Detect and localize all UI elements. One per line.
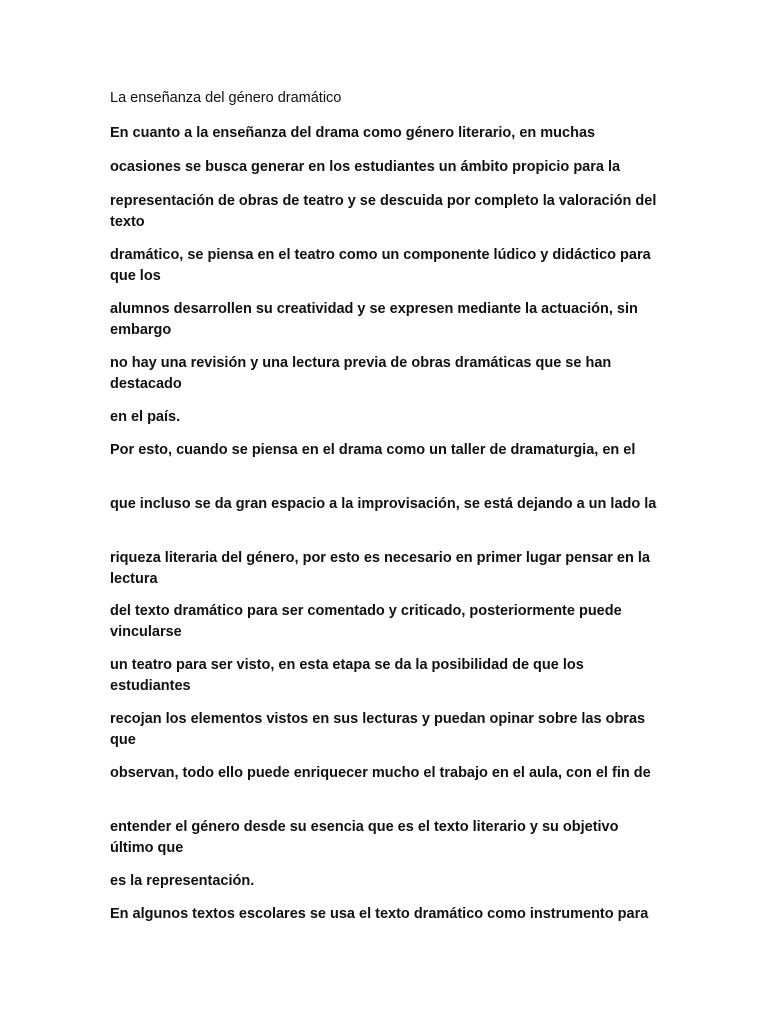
- paragraph-line: alumnos desarrollen su creatividad y se expresen mediante la actuación, sin embargo: [110, 301, 638, 338]
- paragraph-line: Por esto, cuando se piensa en el drama como un taller de dramaturgia, en el: [110, 442, 636, 458]
- paragraph-line: es la representación.: [110, 873, 255, 889]
- paragraph-line: ocasiones se busca generar en los estudiantes un ámbito propicio para la: [110, 159, 621, 175]
- paragraph-line: del texto dramático para ser comentado y criticado, posteriormente puede vincularse: [110, 603, 622, 640]
- paragraph-line: riqueza literaria del género, por esto es necesario en primer lugar pensar en la lectura: [110, 550, 650, 587]
- paragraph-line: en el país.: [110, 409, 181, 425]
- paragraph-line: recojan los elementos vistos en sus lecturas y puedan opinar sobre las obras que: [110, 711, 646, 748]
- paragraph-line: entender el género desde su esencia que es el texto literario y su objetivo último que: [110, 819, 619, 856]
- paragraph-line: no hay una revisión y una lectura previa de obras dramáticas que se han destacado: [110, 355, 612, 392]
- paragraph-line: representación de obras de teatro y se descuida por completo la valoración del texto: [110, 193, 657, 230]
- paragraph-line: observan, todo ello puede enriquecer mucho el trabajo en el aula, con el fin de: [110, 765, 651, 781]
- document-title: La enseñanza del género dramático: [110, 90, 342, 106]
- paragraph-line: En algunos textos escolares se usa el texto dramático como instrumento para: [110, 906, 649, 922]
- paragraph-line: un teatro para ser visto, en esta etapa se da la posibilidad de que los estudiantes: [110, 657, 584, 694]
- paragraph-line: dramático, se piensa en el teatro como un componente lúdico y didáctico para que los: [110, 247, 651, 284]
- paragraph-line: que incluso se da gran espacio a la improvisación, se está dejando a un lado la: [110, 496, 657, 512]
- paragraph-line: En cuanto a la enseñanza del drama como género literario, en muchas: [110, 125, 596, 141]
